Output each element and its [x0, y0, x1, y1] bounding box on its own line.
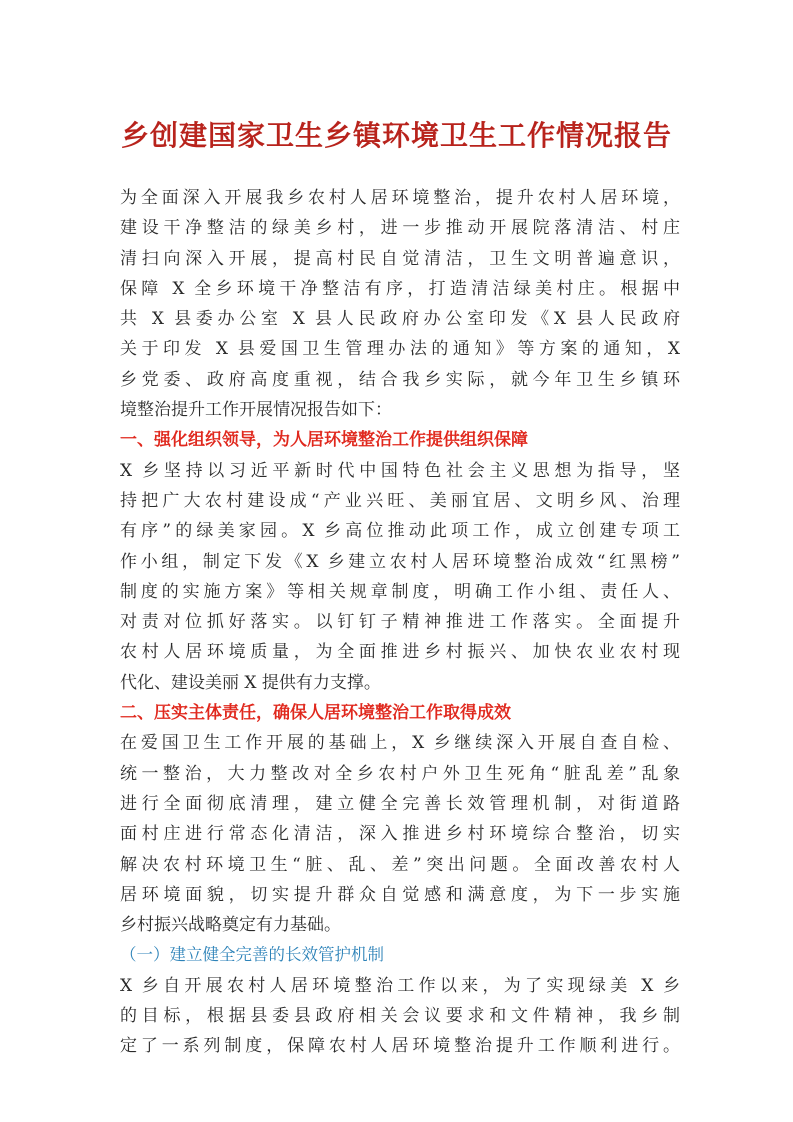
paragraph-line: 进行全面彻底清理，建立健全完善长效管理机制，对街道路: [120, 793, 680, 814]
paragraph-line: 解决农村环境卫生“脏、乱、差”突出问题。全面改善农村人: [120, 854, 680, 875]
paragraph-line: 有序”的绿美家园。X 乡高位推动此项工作，成立创建专项工: [120, 521, 680, 542]
paragraph-line: 乡党委、政府高度重视，结合我乡实际，就今年卫生乡镇环: [120, 369, 680, 390]
paragraph-line: X 乡坚持以习近平新时代中国特色社会主义思想为指导，坚: [120, 460, 680, 481]
paragraph-line: 作小组，制定下发《X 乡建立农村人居环境整治成效“红黑榜”: [120, 551, 680, 572]
paragraph-line: 居环境面貌，切实提升群众自觉感和满意度，为下一步实施: [120, 884, 680, 905]
paragraph-line: 制度的实施方案》等相关规章制度，明确工作小组、责任人、: [120, 581, 680, 602]
paragraph-line: 对责对位抓好落实。以钉钉子精神推进工作落实。全面提升: [120, 612, 680, 633]
subsection-1-paragraph: [120, 971, 680, 1062]
paragraph-line: 定了一系列制度，保障农村人居环境整治提升工作顺利进行。: [120, 1036, 680, 1057]
document-body: [120, 183, 680, 1062]
paragraph-line: 清扫向深入开展，提高村民自觉清洁，卫生文明普遍意识，: [120, 248, 680, 269]
paragraph-line: 的目标，根据县委县政府相关会议要求和文件精神，我乡制: [120, 1006, 680, 1027]
paragraph-line: 为全面深入开展我乡农村人居环境整治，提升农村人居环境，: [120, 188, 680, 208]
paragraph-line: 面村庄进行常态化清洁，深入推进乡村环境综合整治，切实: [120, 824, 680, 845]
paragraph-line: 关于印发 X 县爱国卫生管理办法的通知》等方案的通知，X: [120, 339, 680, 360]
paragraph-line: X 乡自开展农村人居环境整治工作以来，为了实现绿美 X 乡: [120, 975, 680, 996]
document-title: 乡创建国家卫生乡镇环境卫生工作情况报告: [120, 119, 672, 152]
paragraph-line: 统一整治，大力整改对全乡农村户外卫生死角“脏乱差”乱象: [120, 763, 680, 784]
paragraph-line: 持把广大农村建设成“产业兴旺、美丽宜居、文明乡风、治理: [120, 490, 680, 511]
intro-paragraph: [120, 183, 680, 425]
paragraph-line: 共 X 县委办公室 X 县人民政府办公室印发《X 县人民政府: [120, 309, 680, 330]
paragraph-line: 代化、建设美丽 X 提供有力支撑。: [120, 672, 381, 693]
paragraph-line: 农村人居环境质量，为全面推进乡村振兴、加快农业农村现: [120, 642, 680, 663]
subsection-1-heading: （一）建立健全完善的长效管护机制: [120, 945, 384, 965]
paragraph-line: 乡村振兴战略奠定有力基础。: [120, 915, 341, 936]
paragraph-line: 境整治提升工作开展情况报告如下：: [120, 400, 392, 421]
paragraph-line: 建设干净整洁的绿美乡村，进一步推动开展院落清洁、村庄: [120, 218, 680, 239]
section-1-heading: 一、强化组织领导，为人居环境整治工作提供组织保障: [120, 430, 528, 451]
section-2-paragraph: [120, 728, 680, 940]
section-1-paragraph: [120, 456, 680, 698]
paragraph-line: 保障 X 全乡环境干净整洁有序，打造清洁绿美村庄。根据中: [120, 278, 680, 299]
paragraph-line: 在爱国卫生工作开展的基础上，X 乡继续深入开展自查自检、: [120, 733, 680, 754]
section-2-heading: 二、压实主体责任，确保人居环境整治工作取得成效: [120, 703, 511, 724]
